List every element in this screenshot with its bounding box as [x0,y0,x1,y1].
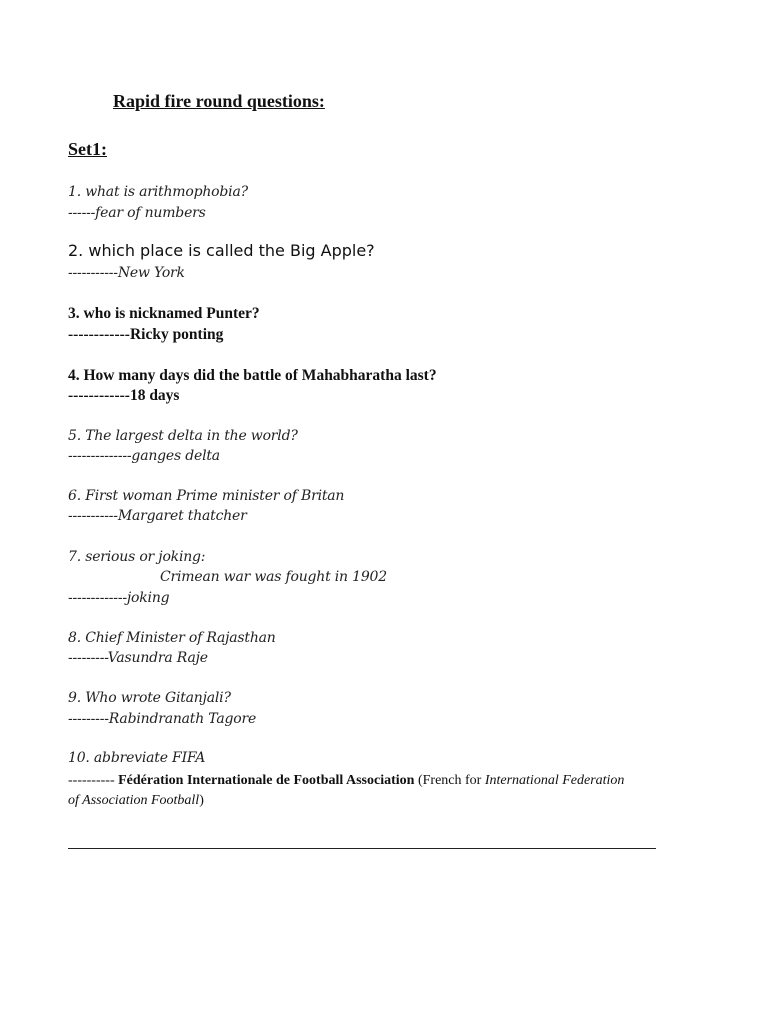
answer-7: -------------joking [68,590,170,606]
question-7: 7. serious or joking: [68,549,206,565]
answer-5: --------------ganges delta [68,448,220,464]
answer-9: ---------Rabindranath Tagore [68,711,257,727]
answer-8: ---------Vasundra Raje [68,650,208,666]
question-3: 3. who is nicknamed Punter? [68,305,260,322]
question-2: 2. which place is called the Big Apple? [68,241,375,260]
question-1: 1. what is arithmophobia? [68,184,248,200]
question-4: 4. How many days did the battle of Mahabharatha last? [68,367,437,384]
answer-2: -----------New York [68,265,185,281]
question-6: 6. First woman Prime minister of Britan [68,488,345,504]
set-label: Set1: [68,139,107,159]
answer-10-italic: International Federation of Association Football [68,773,625,808]
answer-10-mid: (French for [414,773,485,788]
answer-10-bold: Fédération Internationale de Football Association [118,773,415,788]
answer-10 [68,771,628,811]
answer-10-prefix: ---------- [68,773,119,788]
question-9: 9. Who wrote Gitanjali? [68,690,231,706]
answer-4: ------------18 days [68,387,180,404]
answer-3: ------------Ricky ponting [68,326,224,343]
question-10: 10. abbreviate FIFA [68,750,206,766]
page-title: Rapid fire round questions: [113,91,325,111]
answer-10-suffix: ) [199,793,204,808]
statement-7: Crimean war was fought in 1902 [160,569,387,585]
question-8: 8. Chief Minister of Rajasthan [68,630,276,646]
answer-6: -----------Margaret thatcher [68,508,247,524]
answer-1: ------fear of numbers [68,205,206,221]
horizontal-rule [68,848,656,849]
question-5: 5. The largest delta in the world? [68,428,298,444]
